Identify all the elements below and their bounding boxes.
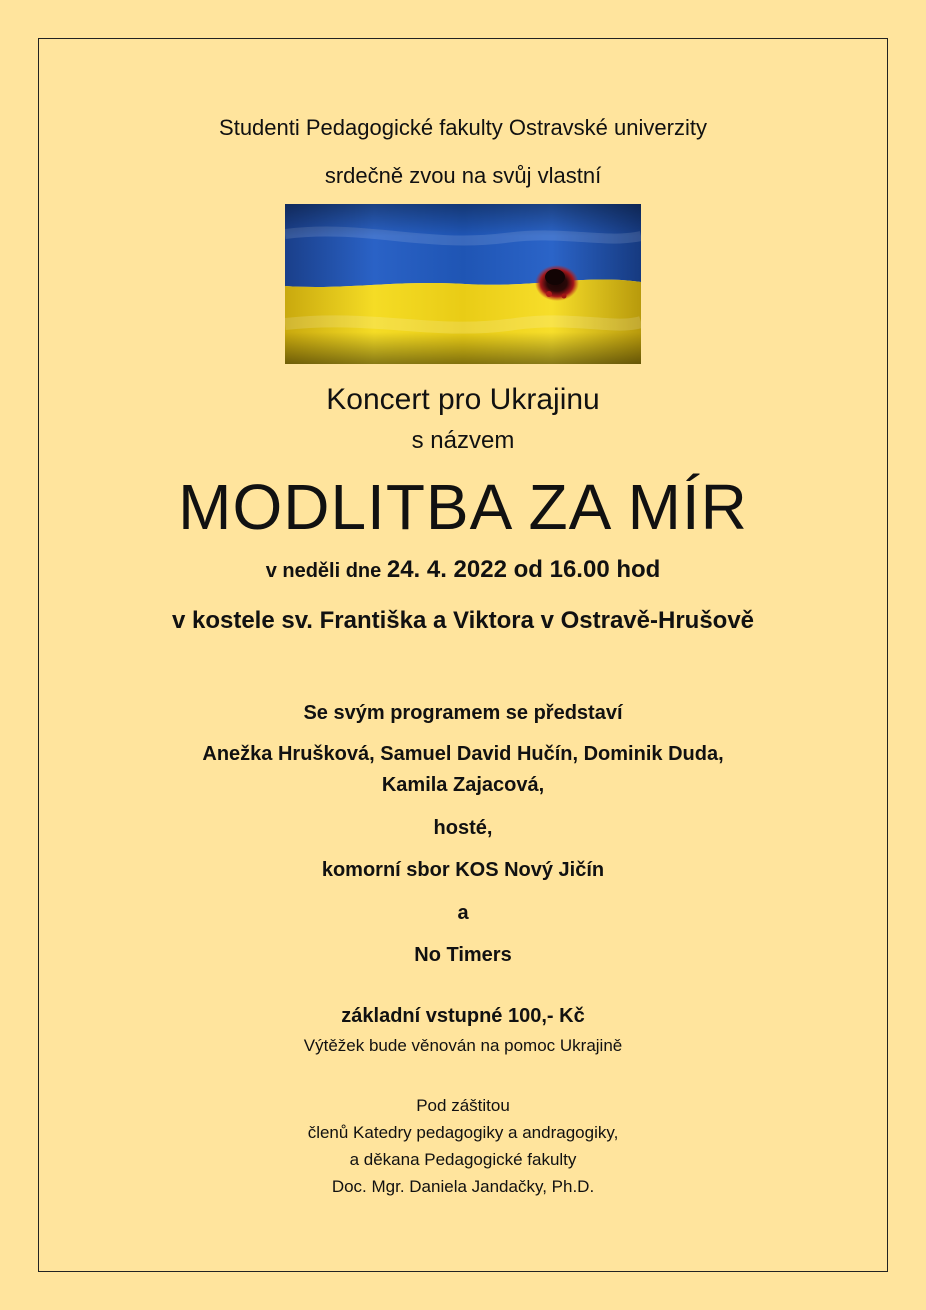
- event-place: v kostele sv. Františka a Viktora v Ostravě-Hrušově: [171, 607, 755, 634]
- subtitle: s názvem: [411, 427, 515, 454]
- patronage-line-1: Pod záštitou: [416, 1096, 510, 1115]
- program-intro: Se svým programem se představí: [303, 702, 623, 724]
- patronage-line-4: Doc. Mgr. Daniela Jandačky, Ph.D.: [331, 1177, 595, 1196]
- event-title: MODLITBA ZA MÍR: [178, 471, 748, 543]
- admission-note: Výtěžek bude věnován na pomoc Ukrajině: [303, 1036, 623, 1055]
- ukraine-flag-icon: [285, 204, 641, 364]
- date-main: 24. 4. 2022 od 16.00 hod: [386, 556, 661, 583]
- patronage-line-3: a děkana Pedagogické fakulty: [349, 1150, 577, 1169]
- intro-line-1: Studenti Pedagogické fakulty Ostravské univerzity: [219, 115, 707, 140]
- intro-line-2: srdečně zvou na svůj vlastní: [324, 163, 602, 188]
- band-name: No Timers: [414, 944, 512, 966]
- choir-name: komorní sbor KOS Nový Jičín: [321, 859, 605, 881]
- patronage-line-2: členů Katedry pedagogiky a andragogiky,: [307, 1123, 619, 1142]
- performers-line-2: Kamila Zajacová,: [381, 774, 545, 796]
- concert-heading: Koncert pro Ukrajinu: [326, 383, 600, 416]
- guests-label: hosté,: [433, 817, 493, 839]
- and-label: a: [457, 902, 469, 924]
- admission-price: základní vstupné 100,- Kč: [341, 1005, 585, 1027]
- event-date: [0, 556, 926, 584]
- performers-line-1: Anežka Hrušková, Samuel David Hučín, Dominik Duda,: [202, 743, 724, 765]
- date-prefix: v neděli dne: [265, 560, 387, 582]
